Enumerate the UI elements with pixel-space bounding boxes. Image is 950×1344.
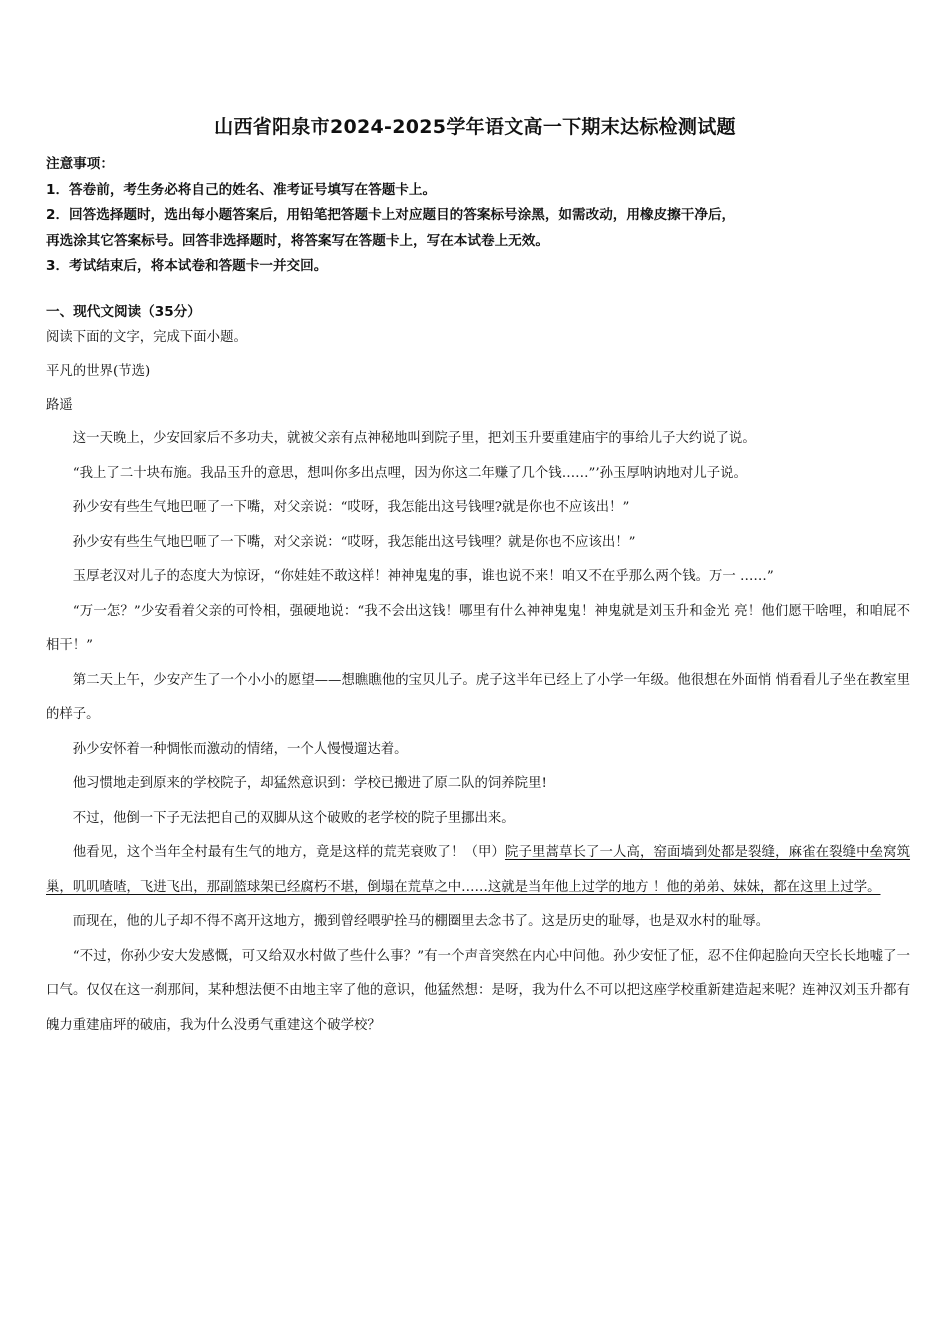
underlined-passage: 院子里蒿草长了一人高，窑面墙到处都是裂缝，麻雀在裂缝中垒窝筑巢，叽叽喳喳，飞进飞出，那副篮球架已经腐朽不堪，倒塌在荒草之中……这就是当年他上过学的地方 ！他的弟弟、妹妹，都在这里上过学。	[46, 845, 911, 895]
work-title: 平凡的世界(节选)	[46, 364, 151, 379]
paragraph-jia-lead: 他看见，这个当年全村最有生气的地方，竟是这样的荒芜衰败了！（甲）	[72, 845, 505, 860]
notes-item: 3．考试结束后，将本试卷和答题卡一并交回。	[46, 258, 328, 274]
paragraph: 不过，他倒一下子无法把自己的双脚从这个破败的老学校的院子里挪出来。	[72, 810, 515, 826]
author-name: 路遥	[46, 398, 73, 413]
notes-heading: 注意事项：	[46, 156, 114, 172]
paragraph: 而现在，他的儿子却不得不离开这地方，搬到曾经喂驴拴马的棚圈里去念书了。这是历史的耻辱，也是双水村的耻辱。	[72, 914, 770, 929]
paragraph: “万一怎？”少安看着父亲的可怜相，强硬地说：“我不会出这钱！哪里有什么神神鬼鬼！神鬼就是刘玉升和金光 亮！他们愿干啥哩，和咱屁不相干！”	[46, 603, 910, 653]
section-heading: 一、现代文阅读（35分）	[46, 304, 201, 320]
page-title: 山西省阳泉市2024-2025学年语文高一下期末达标检测试题	[214, 116, 736, 138]
reading-passage	[46, 422, 910, 1043]
instruction-text: 阅读下面的文字，完成下面小题。	[46, 330, 247, 345]
notes-item: 2．回答选择题时，选出每小题答案后，用铅笔把答题卡上对应题目的答案标号涂黑，如需改动，用橡皮擦干净后，	[46, 207, 736, 223]
notes-block	[46, 152, 908, 280]
paragraph: 他习惯地走到原来的学校院子，却猛然意识到：学校已搬进了原二队的饲养院里!	[72, 776, 547, 791]
paragraph: 第二天上午，少安产生了一个小小的愿望——想瞧瞧他的宝贝儿子。虎子这半年已经上了小学一年级。他很想在外面悄 悄看看儿子坐在教室里的样子。	[46, 672, 910, 722]
paragraph: 玉厚老汉对儿子的态度大为惊讶，“你娃娃不敢这样！神神鬼鬼的事，谁也说不来！咱又不在乎那么两个钱。万一 ……”	[72, 569, 774, 584]
paragraph: 这一天晚上，少安回家后不多功夫，就被父亲有点神秘地叫到院子里，把刘玉升要重建庙宇的事给儿子大约说了说。	[72, 431, 756, 446]
paragraph-jia	[46, 836, 910, 905]
paragraph: “不过，你孙少安大发感慨，可又给双水村做了些什么事？”有一个声音突然在内心中问他。孙少安怔了怔，忍不住仰起脸向天空长长地嘘了一口气。仅仅在这一刹那间，某种想法便不由地主宰了他的意识，他猛然想：是呀，我为什么不可以把这座学校重新建造起来呢？连神汉刘玉升都有魄力重建庙坪的破庙，我为什么没勇气重建这个破学校？	[46, 948, 910, 1033]
paragraph: 孙少安有些生气地巴咂了一下嘴，对父亲说：“哎呀，我怎能出这号钱哩?就是你也不应该出！”	[72, 500, 630, 515]
notes-item: 再选涂其它答案标号。回答非选择题时，将答案写在答题卡上，写在本试卷上无效。	[46, 232, 549, 249]
paragraph: “我上了二十块布施。我品玉升的意思，想叫你多出点哩，因为你这二年赚了几个钱……”’孙玉厚呐讷地对儿子说。	[72, 465, 747, 481]
notes-item: 1．答卷前，考生务必将自己的姓名、准考证号填写在答题卡上。	[46, 181, 437, 198]
paragraph: 孙少安有些生气地巴咂了一下嘴，对父亲说：“哎呀，我怎能出这号钱哩？就是你也不应该出！”	[72, 534, 636, 550]
paragraph: 孙少安怀着一种惆怅而激动的情绪，一个人慢慢遛达着。	[72, 741, 408, 757]
